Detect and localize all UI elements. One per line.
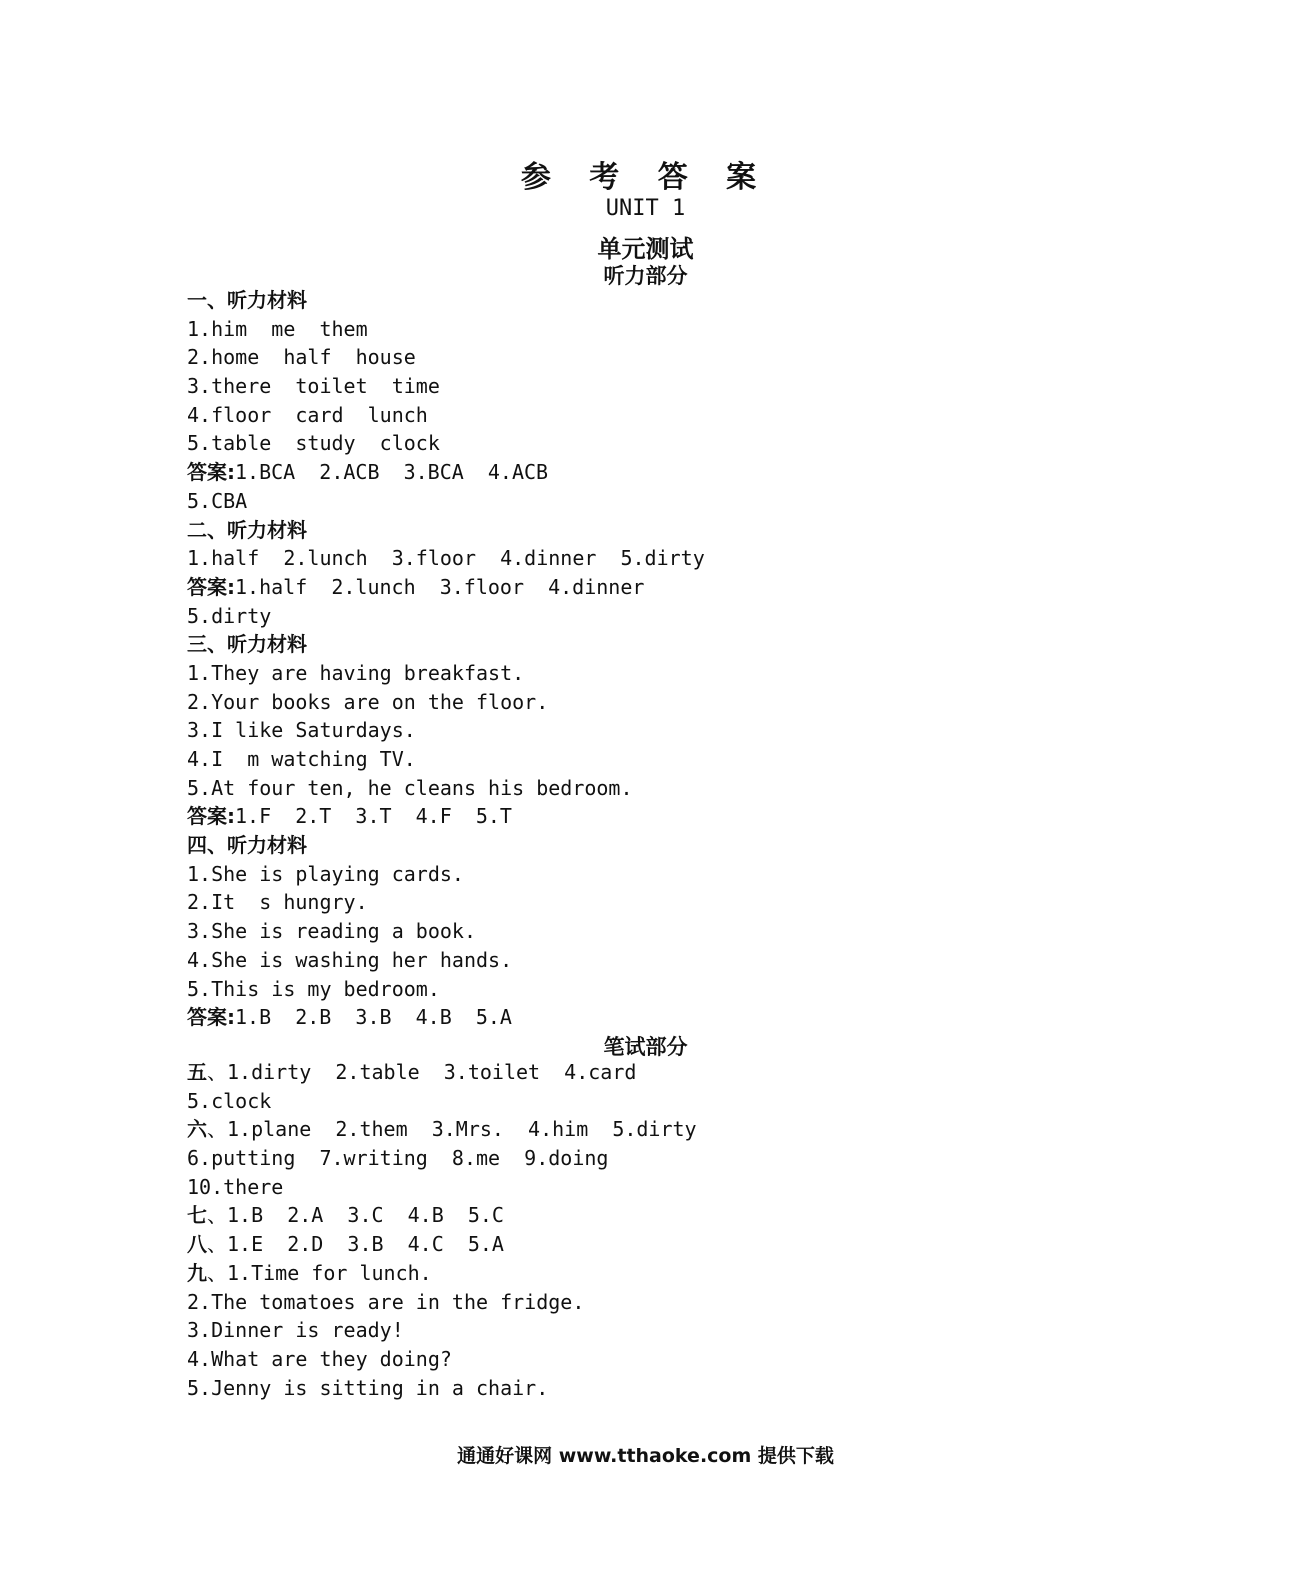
answer-text: 1.BCA 2.ACB 3.BCA 4.ACB: [235, 460, 549, 485]
answer-label: 五: [187, 1060, 207, 1084]
answer-label: 九: [187, 1260, 207, 1285]
answer-label: 八: [187, 1232, 207, 1257]
answer-text: 4.What are they doing?: [187, 1346, 452, 1371]
answer-line: [187, 688, 705, 717]
answer-text: 1.She is playing cards.: [187, 861, 464, 886]
answer-label: 四、听力材料: [187, 833, 307, 858]
answer-text: 、1.plane 2.them 3.Mrs. 4.him 5.dirty: [207, 1117, 697, 1142]
answer-line: [187, 429, 705, 458]
answer-line: [187, 975, 705, 1004]
answer-text: 2.home half house: [187, 345, 416, 370]
answer-line: [187, 630, 705, 659]
answer-line: [187, 1173, 697, 1202]
answer-line: [187, 774, 705, 803]
answer-text: 3.Dinner is ready!: [187, 1318, 404, 1343]
answer-text: 5.At four ten, he cleans his bedroom.: [187, 775, 633, 800]
answer-line: [187, 487, 705, 516]
answer-text: 5.clock: [187, 1088, 272, 1113]
answer-text: 6.putting 7.writing 8.me 9.doing: [187, 1146, 609, 1171]
unit-test-heading: 单元测试: [597, 235, 694, 263]
answer-text: 2.It s hungry.: [187, 890, 368, 915]
answer-line: [187, 516, 705, 545]
answer-line: [187, 1288, 697, 1317]
answer-line: [187, 1259, 697, 1288]
answer-label: 答案:: [187, 1005, 235, 1030]
answer-label: 一、听力材料: [187, 288, 307, 312]
answer-line: [187, 802, 705, 831]
answer-label: 三、听力材料: [187, 632, 307, 657]
answer-line: [187, 745, 705, 774]
answer-label: 七: [187, 1203, 207, 1228]
answer-label: 答案:: [187, 804, 235, 829]
answer-line: [187, 1144, 697, 1173]
answer-line: [187, 315, 705, 344]
answer-text: 10.there: [187, 1174, 284, 1199]
page-title: 参 考 答 案: [520, 160, 771, 195]
written-section-heading: 笔试部分: [603, 1035, 688, 1059]
answer-line: [187, 946, 705, 975]
answer-text: 、1.dirty 2.table 3.toilet 4.card: [207, 1060, 637, 1084]
answer-line: [187, 458, 705, 487]
answer-text: 1.him me them: [187, 316, 368, 341]
answer-text: 1.half 2.lunch 3.floor 4.dinner: [235, 574, 645, 599]
answer-line: [187, 716, 705, 745]
answer-line: [187, 544, 705, 573]
answer-text: 1.B 2.B 3.B 4.B 5.A: [235, 1005, 512, 1030]
answer-text: 5.CBA: [187, 488, 248, 513]
answer-line: [187, 1115, 697, 1144]
answer-text: 、1.E 2.D 3.B 4.C 5.A: [207, 1232, 504, 1257]
answer-line: [187, 1003, 705, 1032]
answer-line: [187, 888, 705, 917]
answer-line: [187, 602, 705, 631]
answer-text: 4.floor card lunch: [187, 402, 428, 427]
answer-line: [187, 343, 705, 372]
answer-line: [187, 573, 705, 602]
answer-text: 3.She is reading a book.: [187, 919, 476, 944]
answer-line: [187, 1087, 697, 1116]
answer-text: 4.She is washing her hands.: [187, 947, 513, 972]
answer-line: [187, 286, 705, 315]
answer-line: [187, 831, 705, 860]
answer-text: 2.The tomatoes are in the fridge.: [187, 1289, 585, 1314]
download-footer: 通通好课网 www.tthaoke.com 提供下载: [457, 1445, 834, 1467]
answer-line: [187, 1230, 697, 1259]
answer-line: [187, 372, 705, 401]
answer-line: [187, 1058, 697, 1087]
answer-line: [187, 659, 705, 688]
answer-line: [187, 1201, 697, 1230]
answer-text: 、1.Time for lunch.: [207, 1260, 432, 1285]
answer-line: [187, 1374, 697, 1403]
listening-section-heading: 听力部分: [603, 264, 688, 288]
answer-text: 2.Your books are on the floor.: [187, 689, 549, 714]
answer-line: [187, 860, 705, 889]
answer-text: 5.dirty: [187, 603, 272, 628]
answer-text: 4.I m watching TV.: [187, 747, 416, 771]
answer-text: 1.They are having breakfast.: [187, 660, 525, 685]
answer-label: 答案:: [187, 574, 235, 599]
written-answers: [187, 1058, 697, 1402]
answer-label: 二、听力材料: [187, 517, 307, 542]
answer-label: 答案:: [187, 460, 235, 485]
answer-line: [187, 917, 705, 946]
answer-text: 5.table study clock: [187, 431, 440, 456]
answer-text: 3.there toilet time: [187, 374, 440, 399]
answer-label: 六: [187, 1117, 207, 1142]
answer-text: 5.This is my bedroom.: [187, 976, 440, 1001]
answer-text: 3.I like Saturdays.: [187, 718, 416, 743]
answer-line: [187, 1316, 697, 1345]
answer-text: 1.half 2.lunch 3.floor 4.dinner 5.dirty: [187, 546, 705, 571]
answer-text: 、1.B 2.A 3.C 4.B 5.C: [207, 1203, 504, 1228]
listening-answers: [187, 286, 705, 1032]
answer-line: [187, 401, 705, 430]
answer-line: [187, 1345, 697, 1374]
answer-text: 5.Jenny is sitting in a chair.: [187, 1375, 549, 1400]
answer-text: 1.F 2.T 3.T 4.F 5.T: [235, 804, 512, 829]
unit-heading: UNIT 1: [605, 196, 686, 221]
